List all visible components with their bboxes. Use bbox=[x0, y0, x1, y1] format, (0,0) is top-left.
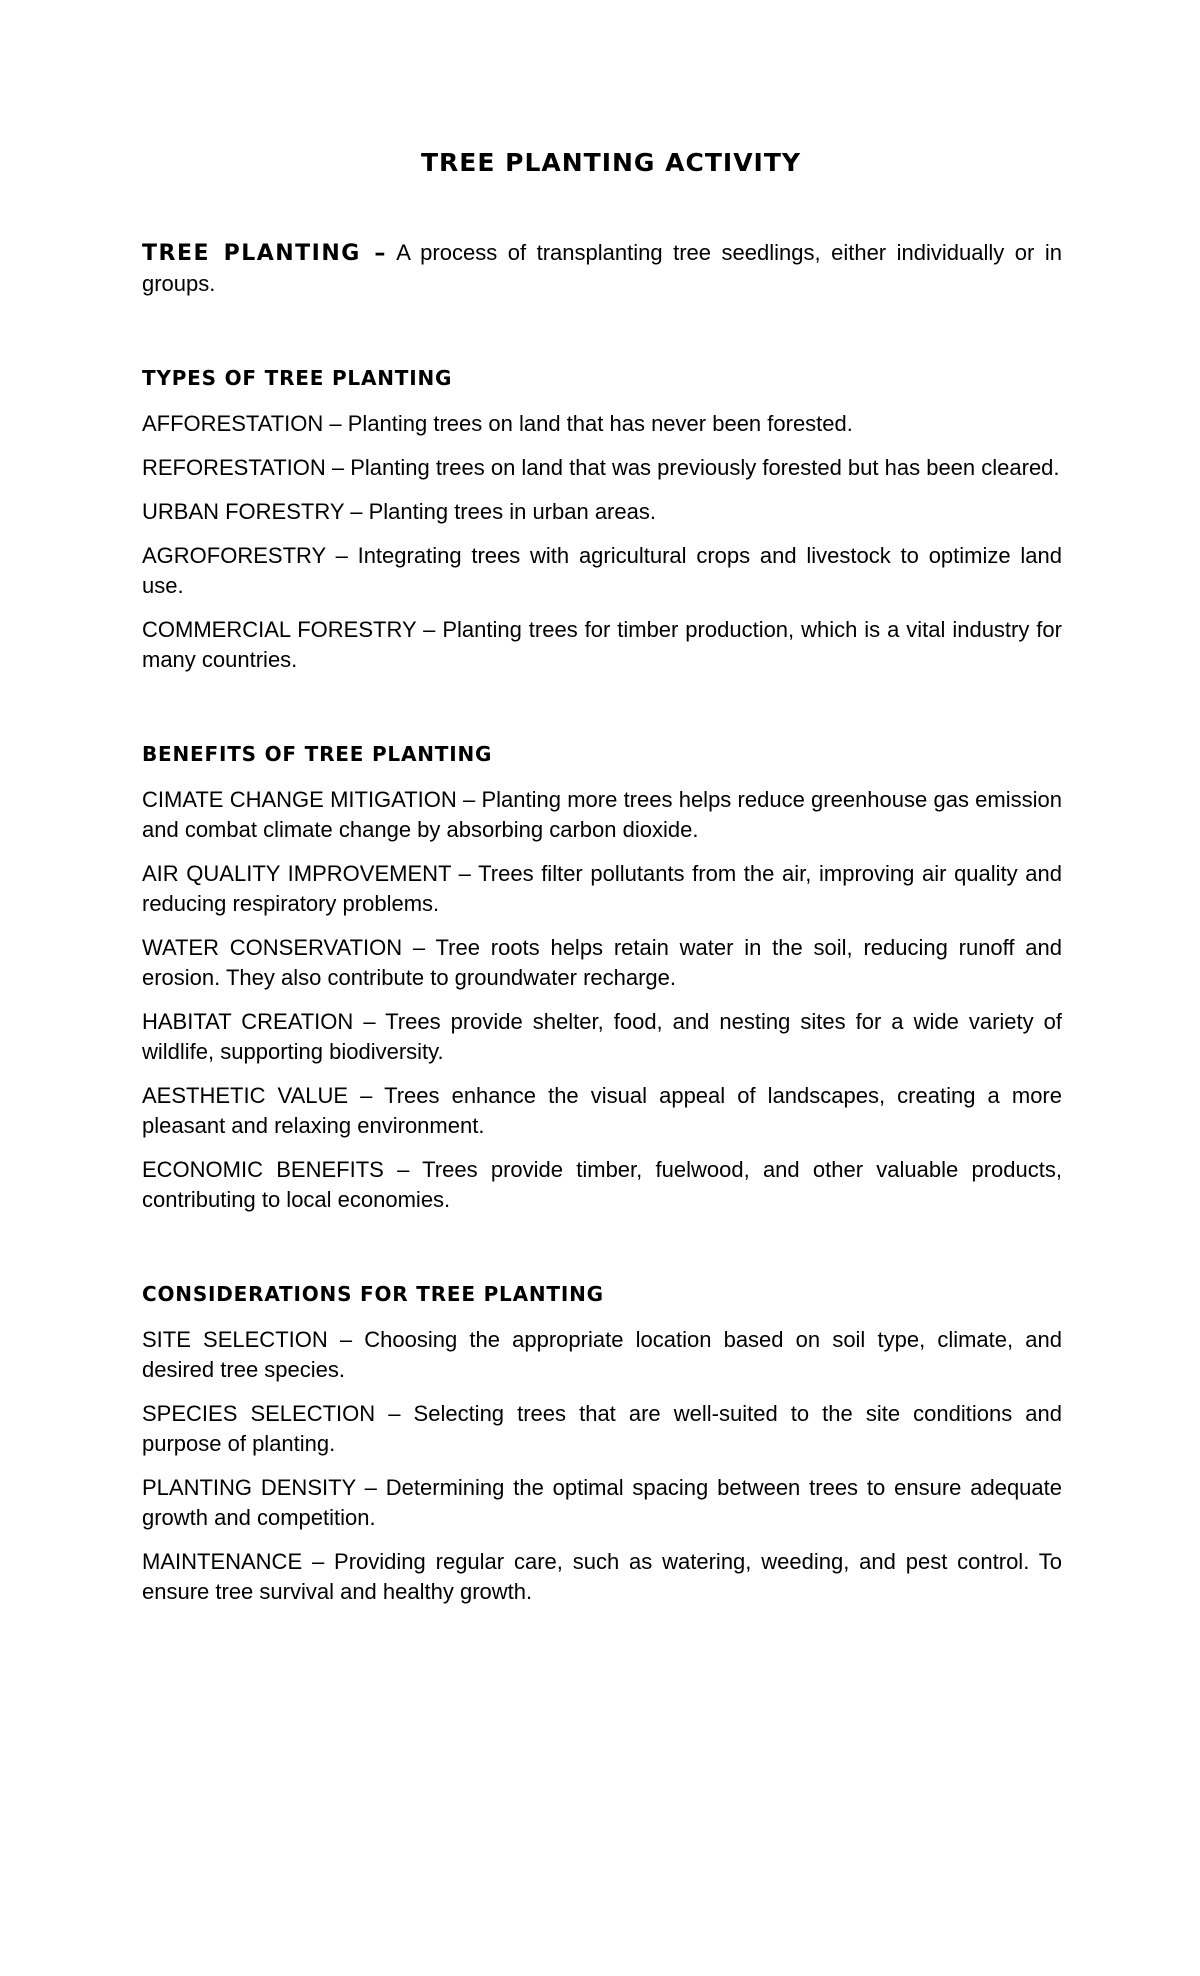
section-types bbox=[142, 365, 1062, 675]
list-item: MAINTENANCE – Providing regular care, such as watering, weeding, and pest control. To ensure tree survival and healthy growth. bbox=[142, 1549, 1062, 1604]
list-item: WATER CONSERVATION – Tree roots helps retain water in the soil, reducing runoff and erosion. They also contribute to groundwater recharge. bbox=[142, 935, 1062, 990]
list-item: COMMERCIAL FORESTRY – Planting trees for timber production, which is a vital industry for many countries. bbox=[142, 617, 1062, 672]
list-item: AESTHETIC VALUE – Trees enhance the visual appeal of landscapes, creating a more pleasant and relaxing environment. bbox=[142, 1083, 1062, 1138]
document-content bbox=[142, 148, 1062, 1607]
list-item: AFFORESTATION – Planting trees on land that has never been forested. bbox=[142, 411, 853, 436]
types-list bbox=[142, 409, 1062, 675]
section-benefits bbox=[142, 741, 1062, 1215]
list-item: AGROFORESTRY – Integrating trees with agricultural crops and livestock to optimize land use. bbox=[142, 543, 1062, 598]
section-considerations bbox=[142, 1281, 1062, 1607]
list-item: SITE SELECTION – Choosing the appropriate location based on soil type, climate, and desired tree species. bbox=[142, 1327, 1062, 1382]
list-item: ECONOMIC BENEFITS – Trees provide timber, fuelwood, and other valuable products, contributing to local economies. bbox=[142, 1157, 1062, 1212]
list-item: CIMATE CHANGE MITIGATION – Planting more trees helps reduce greenhouse gas emission and combat climate change by absorbing carbon dioxide. bbox=[142, 787, 1062, 842]
definition-paragraph bbox=[142, 238, 1062, 299]
list-item: REFORESTATION – Planting trees on land that was previously forested but has been cleared. bbox=[142, 455, 1060, 480]
list-item: URBAN FORESTRY – Planting trees in urban areas. bbox=[142, 499, 656, 524]
list-item: HABITAT CREATION – Trees provide shelter, food, and nesting sites for a wide variety of wildlife, supporting biodiversity. bbox=[142, 1009, 1062, 1064]
list-item: SPECIES SELECTION – Selecting trees that are well-suited to the site conditions and purpose of planting. bbox=[142, 1401, 1062, 1456]
list-item: PLANTING DENSITY – Determining the optimal spacing between trees to ensure adequate growth and competition. bbox=[142, 1475, 1062, 1530]
definition-term: TREE PLANTING – bbox=[142, 241, 387, 266]
page-title: TREE PLANTING ACTIVITY bbox=[420, 148, 802, 177]
benefits-list bbox=[142, 785, 1062, 1215]
considerations-list bbox=[142, 1325, 1062, 1607]
definition-text: A process of transplanting tree seedlings, either individually or in groups. bbox=[142, 240, 1062, 296]
section-heading-benefits: BENEFITS OF TREE PLANTING bbox=[142, 742, 493, 766]
section-heading-types: TYPES OF TREE PLANTING bbox=[142, 366, 453, 390]
section-heading-considerations: CONSIDERATIONS FOR TREE PLANTING bbox=[142, 1282, 604, 1306]
list-item: AIR QUALITY IMPROVEMENT – Trees filter pollutants from the air, improving air quality and reducing respiratory problems. bbox=[142, 861, 1062, 916]
